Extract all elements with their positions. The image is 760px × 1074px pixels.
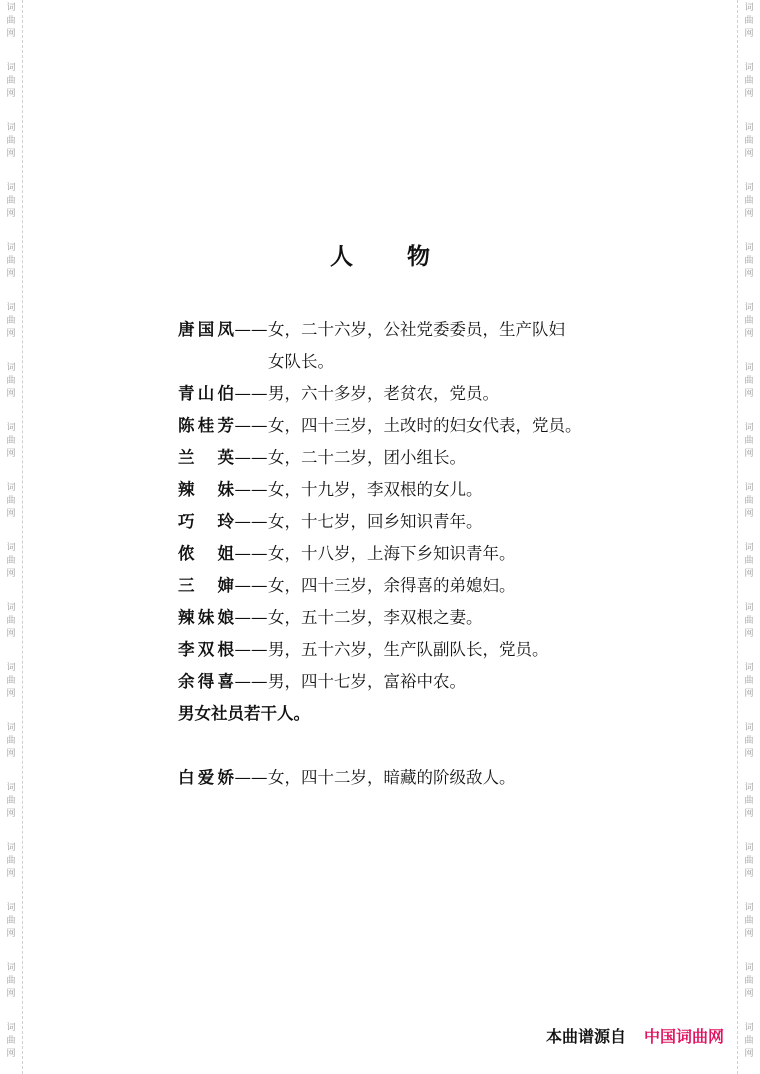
watermark-char: 网 <box>744 629 754 639</box>
watermark-char: 网 <box>744 869 754 879</box>
source-label: 本曲谱源自 <box>545 1027 626 1046</box>
cast-row <box>178 604 598 636</box>
watermark-mark <box>0 962 22 1001</box>
watermark-mark <box>738 122 760 161</box>
watermark-char: 网 <box>744 389 754 399</box>
watermark-char: 曲 <box>6 376 16 386</box>
cast-name: 李双根 <box>178 640 234 659</box>
watermark-char: 词 <box>6 363 16 373</box>
watermark-char: 曲 <box>744 916 754 926</box>
cast-desc: 男，五十六岁，生产队副队长，党员。 <box>268 640 549 659</box>
watermark-mark <box>738 302 760 341</box>
cast-desc: 女，十七岁，回乡知识青年。 <box>268 512 483 531</box>
watermark-char: 网 <box>744 89 754 99</box>
watermark-char: 网 <box>6 629 16 639</box>
watermark-char: 词 <box>744 903 754 913</box>
watermark-char: 词 <box>744 1023 754 1033</box>
watermark-char: 网 <box>6 689 16 699</box>
watermark-char: 词 <box>6 903 16 913</box>
watermark-char: 曲 <box>744 796 754 806</box>
watermark-char: 曲 <box>6 616 16 626</box>
villain-desc: 女，四十二岁，暗藏的阶级敌人。 <box>268 768 516 787</box>
watermark-char: 词 <box>6 303 16 313</box>
watermark-char: 曲 <box>744 436 754 446</box>
watermark-char: 曲 <box>744 316 754 326</box>
watermark-char: 网 <box>744 269 754 279</box>
cast-desc: 女，十八岁，上海下乡知识青年。 <box>268 544 516 563</box>
watermark-mark <box>738 2 760 41</box>
watermark-char: 网 <box>6 749 16 759</box>
watermark-char: 网 <box>6 869 16 879</box>
watermark-char: 词 <box>744 963 754 973</box>
watermark-char: 词 <box>6 243 16 253</box>
watermark-char: 网 <box>744 569 754 579</box>
watermark-mark <box>738 722 760 761</box>
watermark-char: 词 <box>744 843 754 853</box>
watermark-char: 曲 <box>744 616 754 626</box>
watermark-char: 曲 <box>744 1036 754 1046</box>
cast-desc: 女，五十二岁，李双根之妻。 <box>268 608 483 627</box>
cast-row <box>178 444 598 476</box>
watermark-char: 网 <box>6 329 16 339</box>
watermark-char: 曲 <box>744 376 754 386</box>
watermark-char: 网 <box>744 809 754 819</box>
watermark-char: 曲 <box>6 436 16 446</box>
cast-dash: —— <box>234 480 268 499</box>
watermark-mark <box>0 902 22 941</box>
watermark-char: 网 <box>744 149 754 159</box>
watermark-char: 词 <box>744 423 754 433</box>
watermark-mark <box>738 782 760 821</box>
watermark-char: 网 <box>6 209 16 219</box>
watermark-mark <box>738 422 760 461</box>
watermark-char: 曲 <box>6 736 16 746</box>
watermark-char: 词 <box>6 1023 16 1033</box>
page-title <box>0 238 760 271</box>
cast-desc: 女，二十二岁，团小组长。 <box>268 448 466 467</box>
villain-name: 白爱娇 <box>178 768 234 787</box>
watermark-char: 曲 <box>744 856 754 866</box>
watermark-mark <box>0 302 22 341</box>
cast-dash: —— <box>234 576 268 595</box>
watermark-char: 词 <box>744 543 754 553</box>
watermark-char: 词 <box>744 123 754 133</box>
watermark-mark <box>738 842 760 881</box>
watermark-char: 网 <box>6 89 16 99</box>
watermark-mark <box>0 362 22 401</box>
watermark-mark <box>738 62 760 101</box>
cast-name: 唐国凤 <box>178 320 234 339</box>
watermark-mark <box>0 662 22 701</box>
watermark-char: 网 <box>744 1049 754 1059</box>
watermark-char: 网 <box>6 809 16 819</box>
watermark-char: 曲 <box>6 76 16 86</box>
watermark-char: 网 <box>744 689 754 699</box>
cast-row <box>178 572 598 604</box>
watermark-mark <box>0 182 22 221</box>
watermark-char: 网 <box>744 449 754 459</box>
watermark-char: 曲 <box>744 496 754 506</box>
watermark-char: 曲 <box>6 256 16 266</box>
cast-list <box>178 316 598 796</box>
watermark-mark <box>0 422 22 461</box>
cast-row <box>178 316 598 348</box>
watermark-char: 曲 <box>744 196 754 206</box>
watermark-mark <box>738 602 760 641</box>
watermark-char: 网 <box>6 989 16 999</box>
watermark-char: 词 <box>6 63 16 73</box>
cast-row <box>178 508 598 540</box>
cast-name: 侬 姐 <box>178 544 234 563</box>
watermark-mark <box>0 62 22 101</box>
watermark-char: 网 <box>6 389 16 399</box>
source-credit <box>546 1024 724 1047</box>
watermark-char: 词 <box>744 63 754 73</box>
cast-name: 兰 英 <box>178 448 234 467</box>
watermark-char: 词 <box>744 663 754 673</box>
cast-name: 三 婶 <box>178 576 234 595</box>
watermark-mark <box>0 122 22 161</box>
watermark-char: 网 <box>6 269 16 279</box>
watermark-mark <box>0 2 22 41</box>
cast-name: 辣 妹 <box>178 480 234 499</box>
watermark-char: 网 <box>6 1049 16 1059</box>
watermark-mark <box>0 1022 22 1061</box>
cast-name: 陈桂芳 <box>178 416 234 435</box>
watermark-char: 词 <box>6 483 16 493</box>
watermark-char: 曲 <box>6 916 16 926</box>
watermark-char: 曲 <box>6 976 16 986</box>
watermark-mark <box>738 362 760 401</box>
cast-dash: —— <box>234 512 268 531</box>
cast-desc: 女，二十六岁，公社党委委员，生产队妇 <box>268 320 565 339</box>
watermark-char: 曲 <box>744 736 754 746</box>
watermark-char: 词 <box>744 483 754 493</box>
watermark-char: 曲 <box>744 556 754 566</box>
watermark-mark <box>738 962 760 1001</box>
watermark-char: 曲 <box>744 16 754 26</box>
villain-dash: —— <box>234 768 268 787</box>
watermark-mark <box>0 782 22 821</box>
watermark-mark <box>738 662 760 701</box>
watermark-char: 曲 <box>6 856 16 866</box>
watermark-char: 网 <box>744 929 754 939</box>
watermark-mark <box>0 542 22 581</box>
watermark-char: 曲 <box>744 676 754 686</box>
cast-dash: —— <box>234 384 268 403</box>
cast-row <box>178 540 598 572</box>
cast-row <box>178 476 598 508</box>
watermark-mark <box>738 482 760 521</box>
cast-row <box>178 380 598 412</box>
cast-dash: —— <box>234 544 268 563</box>
watermark-char: 词 <box>6 123 16 133</box>
watermark-char: 曲 <box>6 196 16 206</box>
watermark-mark <box>0 602 22 641</box>
watermark-char: 词 <box>6 843 16 853</box>
cast-desc: 女，四十三岁，余得喜的弟媳妇。 <box>268 576 516 595</box>
watermark-char: 网 <box>6 449 16 459</box>
watermark-mark <box>738 902 760 941</box>
cast-desc: 女，四十三岁，土改时的妇女代表，党员。 <box>268 416 582 435</box>
watermark-char: 词 <box>6 663 16 673</box>
watermark-char: 词 <box>744 723 754 733</box>
cast-name: 辣妹娘 <box>178 608 234 627</box>
watermark-char: 曲 <box>6 316 16 326</box>
watermark-char: 词 <box>6 963 16 973</box>
cast-row <box>178 668 598 700</box>
watermark-char: 曲 <box>6 556 16 566</box>
watermark-char: 词 <box>744 3 754 13</box>
villain-row <box>178 764 598 796</box>
cast-dash: —— <box>234 608 268 627</box>
watermark-char: 曲 <box>6 16 16 26</box>
watermark-char: 网 <box>744 749 754 759</box>
cast-desc: 男，六十多岁，老贫农，党员。 <box>268 384 499 403</box>
title-char-2: 物 <box>407 244 430 270</box>
watermark-char: 曲 <box>6 1036 16 1046</box>
watermark-char: 曲 <box>744 976 754 986</box>
watermark-char: 网 <box>744 509 754 519</box>
watermark-char: 曲 <box>6 496 16 506</box>
watermark-char: 网 <box>6 509 16 519</box>
cast-name: 巧 玲 <box>178 512 234 531</box>
watermark-char: 词 <box>6 183 16 193</box>
cast-row-extras <box>178 700 598 732</box>
watermark-char: 曲 <box>6 796 16 806</box>
watermark-mark <box>0 722 22 761</box>
watermark-char: 网 <box>744 989 754 999</box>
watermark-char: 词 <box>6 783 16 793</box>
cast-dash: —— <box>234 672 268 691</box>
watermark-char: 网 <box>6 569 16 579</box>
watermark-char: 曲 <box>6 136 16 146</box>
watermark-char: 词 <box>744 603 754 613</box>
watermark-char: 词 <box>6 723 16 733</box>
watermark-char: 词 <box>6 423 16 433</box>
watermark-char: 词 <box>744 183 754 193</box>
cast-desc-continuation: 女队长。 <box>268 352 334 371</box>
cast-extras: 男女社员若干人。 <box>178 704 310 723</box>
cast-dash: —— <box>234 448 268 467</box>
watermark-mark <box>738 1022 760 1061</box>
cast-row-continuation <box>178 348 598 380</box>
watermark-char: 曲 <box>744 136 754 146</box>
watermark-char: 网 <box>6 149 16 159</box>
cast-desc: 男，四十七岁，富裕中农。 <box>268 672 466 691</box>
watermark-char: 网 <box>744 29 754 39</box>
cast-name: 青山伯 <box>178 384 234 403</box>
cast-desc: 女，十九岁，李双根的女儿。 <box>268 480 483 499</box>
watermark-char: 词 <box>744 363 754 373</box>
watermark-mark <box>738 182 760 221</box>
watermark-mark <box>0 482 22 521</box>
cast-dash: —— <box>234 416 268 435</box>
right-watermark-strip <box>737 0 760 1074</box>
watermark-mark <box>738 542 760 581</box>
watermark-char: 词 <box>6 3 16 13</box>
section-gap <box>178 732 598 764</box>
watermark-char: 网 <box>6 29 16 39</box>
watermark-char: 词 <box>6 543 16 553</box>
watermark-char: 网 <box>744 209 754 219</box>
left-watermark-strip <box>0 0 23 1074</box>
source-site-link[interactable]: 中国词曲网 <box>643 1027 724 1046</box>
cast-dash: —— <box>234 320 268 339</box>
watermark-char: 词 <box>744 783 754 793</box>
watermark-char: 曲 <box>6 676 16 686</box>
watermark-char: 曲 <box>744 256 754 266</box>
watermark-char: 网 <box>6 929 16 939</box>
watermark-char: 网 <box>744 329 754 339</box>
cast-row <box>178 636 598 668</box>
cast-row <box>178 412 598 444</box>
watermark-char: 词 <box>744 303 754 313</box>
watermark-char: 曲 <box>744 76 754 86</box>
cast-name: 余得喜 <box>178 672 234 691</box>
watermark-mark <box>0 842 22 881</box>
title-char-1: 人 <box>330 244 353 270</box>
watermark-char: 词 <box>6 603 16 613</box>
watermark-char: 词 <box>744 243 754 253</box>
cast-dash: —— <box>234 640 268 659</box>
